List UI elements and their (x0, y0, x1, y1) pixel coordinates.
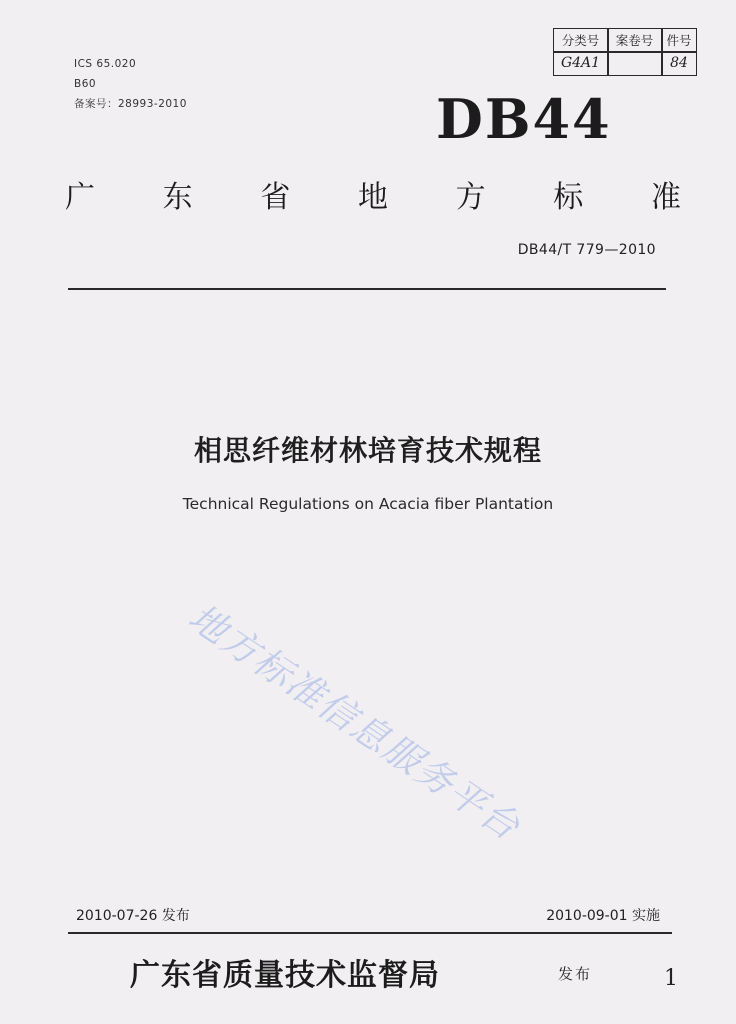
ics-code: ICS 65.020 (74, 58, 137, 70)
issue-label: 发布 (558, 965, 593, 983)
publish-date: 2010-07-26 发布 (76, 908, 190, 924)
standard-type-char: 东 (162, 180, 193, 215)
stamp-header-item: 件号 (666, 33, 692, 48)
standard-type-char: 标 (553, 180, 584, 215)
ccs-code: B60 (74, 78, 97, 90)
standard-code: DB44/T 779—2010 (517, 242, 656, 258)
standard-type-char: 省 (260, 180, 291, 215)
archive-stamp (553, 28, 697, 76)
record-number: 备案号：28993-2010 (74, 98, 187, 110)
implement-date: 2010-09-01 实施 (546, 908, 660, 924)
stamp-value-item: 84 (670, 55, 688, 71)
stamp-value-volume (608, 52, 661, 74)
bottom-divider (68, 932, 672, 934)
db-logo: DB44 (436, 87, 612, 151)
stamp-header-category: 分类号 (561, 33, 600, 48)
watermark: 地方标准信息服务平台 (180, 595, 529, 850)
page-number: 1 (664, 966, 678, 991)
stamp-header-volume: 案卷号 (615, 33, 654, 48)
standard-type-title (58, 172, 688, 216)
top-divider (68, 288, 666, 290)
document-title: 相思纤维材林培育技术规程 (193, 434, 542, 467)
issuing-authority: 广东省质量技术监督局 (130, 958, 440, 993)
stamp-value-category: G4A1 (560, 55, 601, 71)
document-title-english: Technical Regulations on Acacia fiber Plantation (182, 495, 554, 513)
standard-type-char: 广 (65, 180, 95, 215)
standard-type-char: 准 (650, 180, 681, 215)
standard-type-char: 地 (357, 180, 388, 215)
standard-type-char: 方 (455, 180, 486, 215)
